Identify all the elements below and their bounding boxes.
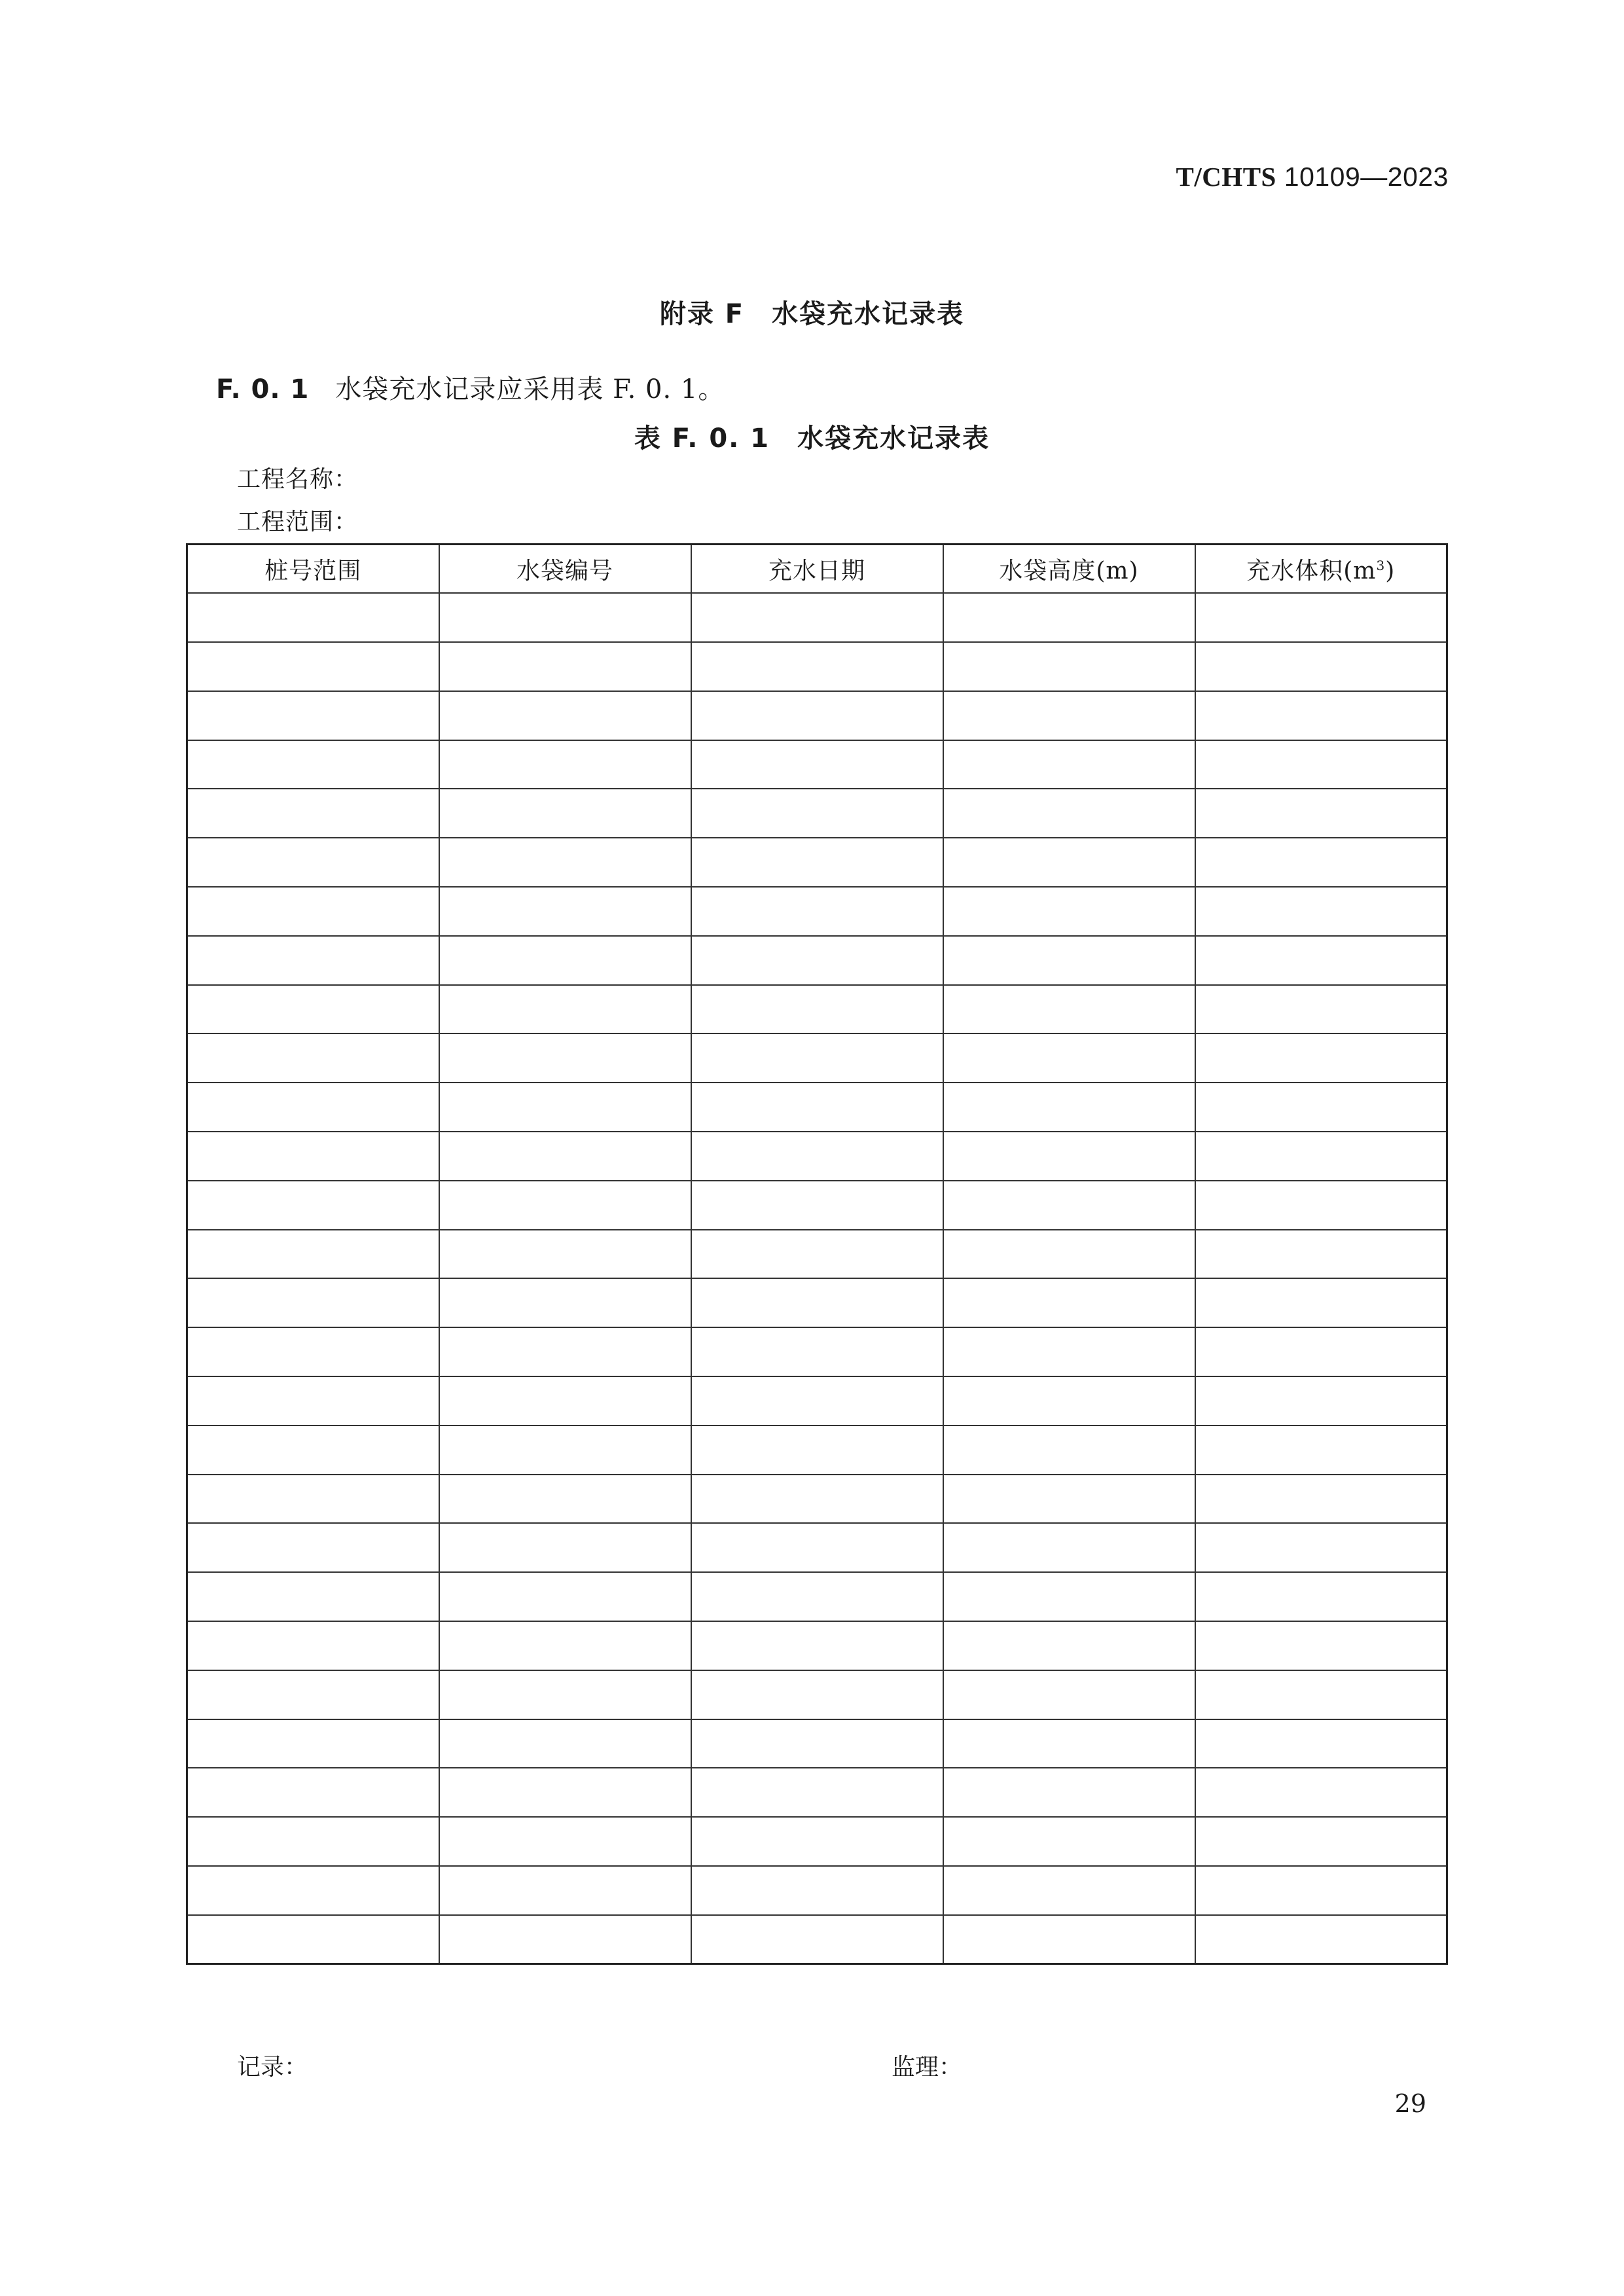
- project-scope-label: 工程范围：: [237, 509, 359, 535]
- table-cell: [1195, 1181, 1447, 1230]
- table-cell: [1195, 838, 1447, 887]
- table-cell: [1195, 1278, 1447, 1327]
- table-cell: [691, 1719, 943, 1768]
- table-row: [187, 642, 1447, 691]
- table-cell: [691, 642, 943, 691]
- table-cell: [1195, 1475, 1447, 1524]
- table-row: [187, 1033, 1447, 1083]
- table-cell: [1195, 887, 1447, 936]
- table-cell: [691, 1132, 943, 1181]
- table-cell: [943, 691, 1195, 740]
- table-cell: [943, 838, 1195, 887]
- table-cell: [943, 985, 1195, 1034]
- table-cell: [1195, 1376, 1447, 1426]
- table-cell: [691, 1621, 943, 1670]
- table-cell: [187, 838, 439, 887]
- table-row: [187, 1083, 1447, 1132]
- table-cell: [943, 593, 1195, 642]
- table-cell: [439, 1181, 691, 1230]
- table-cell: [439, 1817, 691, 1866]
- table-row: [187, 1181, 1447, 1230]
- table-cell: [691, 1230, 943, 1279]
- table-cell: [439, 1083, 691, 1132]
- table-cell: [1195, 1327, 1447, 1376]
- table-cell: [943, 1327, 1195, 1376]
- header-station-range: 桩号范围: [187, 545, 439, 594]
- table-cell: [187, 1817, 439, 1866]
- table-cell: [943, 1621, 1195, 1670]
- table-cell: [187, 1915, 439, 1964]
- table-cell: [691, 1523, 943, 1572]
- table-cell: [439, 1327, 691, 1376]
- table-cell: [187, 789, 439, 838]
- table-row: [187, 1523, 1447, 1572]
- standard-prefix: T/CHTS: [1176, 162, 1276, 192]
- table-cell: [691, 691, 943, 740]
- table-cell: [943, 789, 1195, 838]
- table-cell: [943, 1817, 1195, 1866]
- table-cell: [691, 887, 943, 936]
- table-cell: [1195, 1083, 1447, 1132]
- table-cell: [691, 1817, 943, 1866]
- table-cell: [1195, 1621, 1447, 1670]
- water-bag-record-table: [186, 543, 1448, 1965]
- table-cell: [439, 1426, 691, 1475]
- table-cell: [691, 1426, 943, 1475]
- record-signature-label: 记录：: [237, 2054, 308, 2081]
- table-cell: [187, 1866, 439, 1915]
- table-cell: [187, 740, 439, 789]
- table-cell: [1195, 740, 1447, 789]
- table-row: [187, 1670, 1447, 1719]
- table-cell: [187, 1033, 439, 1083]
- table-cell: [691, 740, 943, 789]
- table-cell: [187, 1670, 439, 1719]
- table-cell: [439, 1719, 691, 1768]
- table-cell: [439, 691, 691, 740]
- header-bag-height: 水袋高度(m): [943, 545, 1195, 594]
- table-row: [187, 1915, 1447, 1964]
- table-cell: [943, 740, 1195, 789]
- standard-number: 10109—2023: [1284, 162, 1449, 192]
- table-cell: [691, 1278, 943, 1327]
- table-cell: [1195, 1572, 1447, 1621]
- table-row: [187, 1327, 1447, 1376]
- table-cell: [691, 838, 943, 887]
- table-cell: [439, 1866, 691, 1915]
- table-cell: [439, 1475, 691, 1524]
- table-cell: [439, 1523, 691, 1572]
- table-cell: [691, 1475, 943, 1524]
- table-cell: [943, 1426, 1195, 1475]
- table-cell: [187, 691, 439, 740]
- table-cell: [187, 593, 439, 642]
- table-cell: [691, 1768, 943, 1817]
- table-row: [187, 1475, 1447, 1524]
- table-cell: [187, 1083, 439, 1132]
- table-cell: [1195, 789, 1447, 838]
- table-cell: [187, 1181, 439, 1230]
- table-cell: [943, 936, 1195, 985]
- table-cell: [439, 1915, 691, 1964]
- table-cell: [439, 1621, 691, 1670]
- table-cell: [439, 642, 691, 691]
- table-cell: [691, 593, 943, 642]
- table-cell: [187, 936, 439, 985]
- header-fill-date: 充水日期: [691, 545, 943, 594]
- table-row: [187, 593, 1447, 642]
- appendix-title: 附录 F 水袋充水记录表: [659, 299, 965, 329]
- table-cell: [943, 1083, 1195, 1132]
- table-cell: [439, 789, 691, 838]
- table-cell: [691, 1033, 943, 1083]
- clause-paragraph: [216, 368, 725, 406]
- table-header-row: [187, 545, 1447, 594]
- table-cell: [943, 1670, 1195, 1719]
- table-cell: [943, 1376, 1195, 1426]
- table-cell: [691, 1670, 943, 1719]
- table-cell: [1195, 1768, 1447, 1817]
- table-cell: [943, 1572, 1195, 1621]
- table-cell: [187, 887, 439, 936]
- header-fill-volume-text: 充水体积(m: [1246, 557, 1377, 584]
- table-cell: [1195, 1230, 1447, 1279]
- table-cell: [187, 985, 439, 1034]
- table-row: [187, 1621, 1447, 1670]
- table-cell: [187, 1230, 439, 1279]
- table-row: [187, 1866, 1447, 1915]
- table-cell: [691, 1181, 943, 1230]
- table-cell: [943, 1181, 1195, 1230]
- table-cell: [439, 593, 691, 642]
- table-cell: [691, 1915, 943, 1964]
- table-cell: [187, 642, 439, 691]
- table-cell: [187, 1719, 439, 1768]
- table-row: [187, 1719, 1447, 1768]
- table-cell: [943, 1523, 1195, 1572]
- table-row: [187, 887, 1447, 936]
- table-cell: [943, 1230, 1195, 1279]
- table-cell: [1195, 1817, 1447, 1866]
- table-row: [187, 1132, 1447, 1181]
- table-cell: [439, 1670, 691, 1719]
- table-cell: [187, 1278, 439, 1327]
- table-cell: [691, 1327, 943, 1376]
- table-row: [187, 789, 1447, 838]
- table-cell: [187, 1426, 439, 1475]
- table-row: [187, 1817, 1447, 1866]
- standard-code: [1176, 161, 1449, 192]
- table-row: [187, 1230, 1447, 1279]
- table-cell: [439, 1230, 691, 1279]
- clause-text: 水袋充水记录应采用表 F. 0. 1。: [335, 374, 725, 404]
- table-row: [187, 1376, 1447, 1426]
- table-cell: [943, 1033, 1195, 1083]
- table-cell: [1195, 1132, 1447, 1181]
- table-cell: [1195, 642, 1447, 691]
- table-cell: [187, 1327, 439, 1376]
- table-cell: [691, 985, 943, 1034]
- table-cell: [187, 1768, 439, 1817]
- table-row: [187, 838, 1447, 887]
- table-cell: [439, 1376, 691, 1426]
- table-cell: [439, 936, 691, 985]
- table-caption: 表 F. 0. 1 水袋充水记录表: [634, 423, 990, 454]
- table-cell: [943, 1915, 1195, 1964]
- table-cell: [187, 1132, 439, 1181]
- table-cell: [691, 1866, 943, 1915]
- table-cell: [1195, 1426, 1447, 1475]
- table-cell: [691, 789, 943, 838]
- table-cell: [943, 1719, 1195, 1768]
- table-cell: [439, 1132, 691, 1181]
- table-cell: [691, 1083, 943, 1132]
- header-bag-number: 水袋编号: [439, 545, 691, 594]
- table-row: [187, 691, 1447, 740]
- table-cell: [1195, 1033, 1447, 1083]
- table-body: [187, 593, 1447, 1964]
- header-fill-volume-close: ): [1385, 557, 1396, 584]
- table-cell: [439, 985, 691, 1034]
- table-cell: [943, 1132, 1195, 1181]
- table-cell: [439, 887, 691, 936]
- table-cell: [691, 936, 943, 985]
- table-row: [187, 1278, 1447, 1327]
- table-cell: [943, 1475, 1195, 1524]
- table-cell: [439, 1278, 691, 1327]
- page-number: 29: [1394, 2089, 1426, 2118]
- table-cell: [943, 642, 1195, 691]
- table-cell: [1195, 1719, 1447, 1768]
- header-fill-volume: [1195, 545, 1447, 594]
- table-cell: [691, 1572, 943, 1621]
- clause-number: F. 0. 1: [216, 374, 310, 404]
- table-row: [187, 740, 1447, 789]
- table-cell: [439, 1033, 691, 1083]
- table-cell: [187, 1475, 439, 1524]
- table-cell: [187, 1523, 439, 1572]
- table-cell: [1195, 1670, 1447, 1719]
- table-cell: [1195, 691, 1447, 740]
- table-cell: [1195, 1915, 1447, 1964]
- table-row: [187, 1426, 1447, 1475]
- table-cell: [439, 1768, 691, 1817]
- table-cell: [943, 1866, 1195, 1915]
- table-cell: [1195, 936, 1447, 985]
- table-cell: [1195, 593, 1447, 642]
- table-cell: [1195, 985, 1447, 1034]
- header-fill-volume-exponent: 3: [1376, 557, 1386, 573]
- project-name-label: 工程名称：: [237, 466, 359, 493]
- table-cell: [1195, 1523, 1447, 1572]
- table-row: [187, 985, 1447, 1034]
- table-cell: [691, 1376, 943, 1426]
- table-cell: [187, 1376, 439, 1426]
- table-cell: [187, 1621, 439, 1670]
- table-cell: [187, 1572, 439, 1621]
- table-cell: [943, 887, 1195, 936]
- table-row: [187, 1768, 1447, 1817]
- table-row: [187, 1572, 1447, 1621]
- table-cell: [1195, 1866, 1447, 1915]
- table-cell: [943, 1278, 1195, 1327]
- supervisor-signature-label: 监理：: [892, 2054, 963, 2081]
- table-row: [187, 936, 1447, 985]
- table-cell: [943, 1768, 1195, 1817]
- table-cell: [439, 740, 691, 789]
- table-cell: [439, 838, 691, 887]
- table-cell: [439, 1572, 691, 1621]
